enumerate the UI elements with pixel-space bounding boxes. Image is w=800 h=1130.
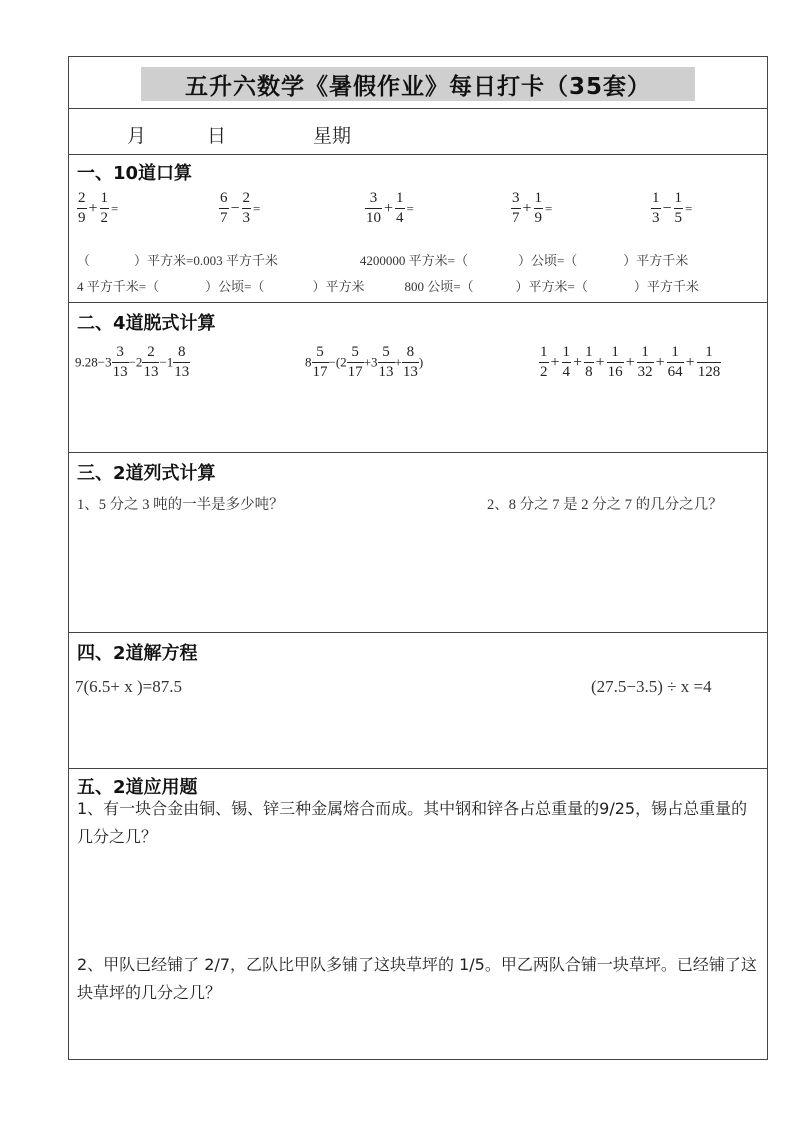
unit-text: ）平方米 <box>312 279 365 294</box>
unit-text: ）平方米=0.003 平方千米 <box>134 253 278 268</box>
unit-line-2 <box>77 276 699 295</box>
fraction-problem <box>219 191 262 226</box>
application-problem-2: 2、甲队已经铺了 2/7，乙队比甲队多铺了这块草坪的 1/5。甲乙两队合铺一块草坪。已经铺了这块草坪的几分之几？ <box>77 955 757 1002</box>
operator: + <box>88 199 98 217</box>
operator: + <box>550 353 560 371</box>
expression-problem-1: 1、5 分之 3 吨的一半是多少吨？ <box>77 497 284 513</box>
fraction-problem <box>511 191 554 226</box>
day-label: 日 <box>207 125 227 147</box>
operator: + <box>573 353 583 371</box>
unit-text: ）平方千米 <box>633 279 699 294</box>
operator: + <box>625 353 635 371</box>
unit-text: 4200000 平方米=（ <box>359 253 468 268</box>
operator: = <box>545 200 553 216</box>
fraction: $\frac{1}{2}$ <box>540 344 548 380</box>
unit-line-1 <box>77 250 688 269</box>
section-heading: 四、2道解方程 <box>77 643 198 664</box>
fraction: $\frac{1}{3}$ <box>652 190 660 226</box>
section-heading: 二、4道脱式计算 <box>77 313 216 334</box>
fraction: $\frac{1}{32}$ <box>637 344 653 380</box>
unit-text: （ <box>77 253 91 268</box>
fraction: $\frac{3}{10}$ <box>366 190 381 226</box>
unit-text: ）公顷=（ <box>205 279 265 294</box>
operator: + <box>595 353 605 371</box>
title-row <box>69 57 767 109</box>
fraction: $\frac{2}{3}$ <box>242 190 251 226</box>
date-row <box>69 109 767 155</box>
operator: = <box>253 200 261 216</box>
fraction: $\frac{1}{2}$ <box>100 190 109 226</box>
step-expression-2: 8 $\frac{5}{17}$ −(2 $\frac{5}{17}$ +3 $\frac{5}{13}$ + $\frac{8}{13}$ ) <box>305 344 424 380</box>
operator: = <box>111 200 119 216</box>
fraction: $\frac{1}{64}$ <box>667 344 683 380</box>
unit-text: 800 公顷=（ <box>404 279 474 294</box>
section-heading: 五、2道应用题 <box>77 777 198 798</box>
operator: − <box>230 199 240 217</box>
operator: + <box>685 353 695 371</box>
step-expression-3 <box>539 345 721 380</box>
fraction: $\frac{2}{9}$ <box>78 190 86 226</box>
fraction-problem <box>365 191 416 226</box>
operator: − <box>662 199 672 217</box>
operator: + <box>384 199 394 217</box>
fraction: $\frac{1}{128}$ <box>697 344 721 380</box>
section-word-expression <box>69 453 767 633</box>
fraction: $\frac{1}{8}$ <box>585 344 593 380</box>
fraction-problem <box>77 191 120 226</box>
fraction: $\frac{1}{9}$ <box>534 190 543 226</box>
fraction: $\frac{3}{7}$ <box>512 190 520 226</box>
fraction: $\frac{1}{4}$ <box>396 190 404 226</box>
worksheet <box>68 56 768 1060</box>
operator: = <box>685 200 693 216</box>
fraction: $\frac{6}{7}$ <box>220 190 228 226</box>
section-step-calc <box>69 303 767 453</box>
unit-text: 4 平方千米=（ <box>77 279 160 294</box>
section-heading: 三、2道列式计算 <box>77 463 216 484</box>
fraction: $\frac{1}{4}$ <box>562 344 571 380</box>
page-title: 五升六数学《暑假作业》每日打卡（35套） <box>184 74 651 100</box>
fraction: $\frac{1}{16}$ <box>607 344 623 380</box>
section-heading: 一、10道口算 <box>77 163 193 184</box>
step-expression-1: 9.28−3 $\frac{3}{13}$ −2 $\frac{2}{13}$ −1 $\frac{8}{13}$ <box>75 344 190 380</box>
expression-problem-2: 2、8 分之 7 是 2 分之 7 的几分之几？ <box>487 497 723 513</box>
unit-text: ）平方千米 <box>623 253 689 268</box>
operator: + <box>522 199 532 217</box>
equation-2: (27.5−3.5) ÷ x =4 <box>591 677 712 696</box>
operator: + <box>655 353 665 371</box>
fraction-problem <box>651 191 694 226</box>
unit-text: ）平方米=（ <box>515 279 588 294</box>
section-equations <box>69 633 767 769</box>
weekday-label: 星期 <box>313 125 352 147</box>
section-mental-math <box>69 155 767 303</box>
operator: = <box>406 200 414 216</box>
month-label: 月 <box>127 125 147 147</box>
equation-1: 7(6.5+ x )=87.5 <box>75 677 182 696</box>
application-problem-1: 1、有一块合金由铜、锡、锌三种金属熔合而成。其中钢和锌各占总重量的9/25，锡占总重量的几分之几？ <box>77 799 748 846</box>
fraction: $\frac{1}{5}$ <box>674 190 683 226</box>
unit-text: ）公顷=（ <box>517 253 578 268</box>
section-applications <box>69 769 767 1061</box>
